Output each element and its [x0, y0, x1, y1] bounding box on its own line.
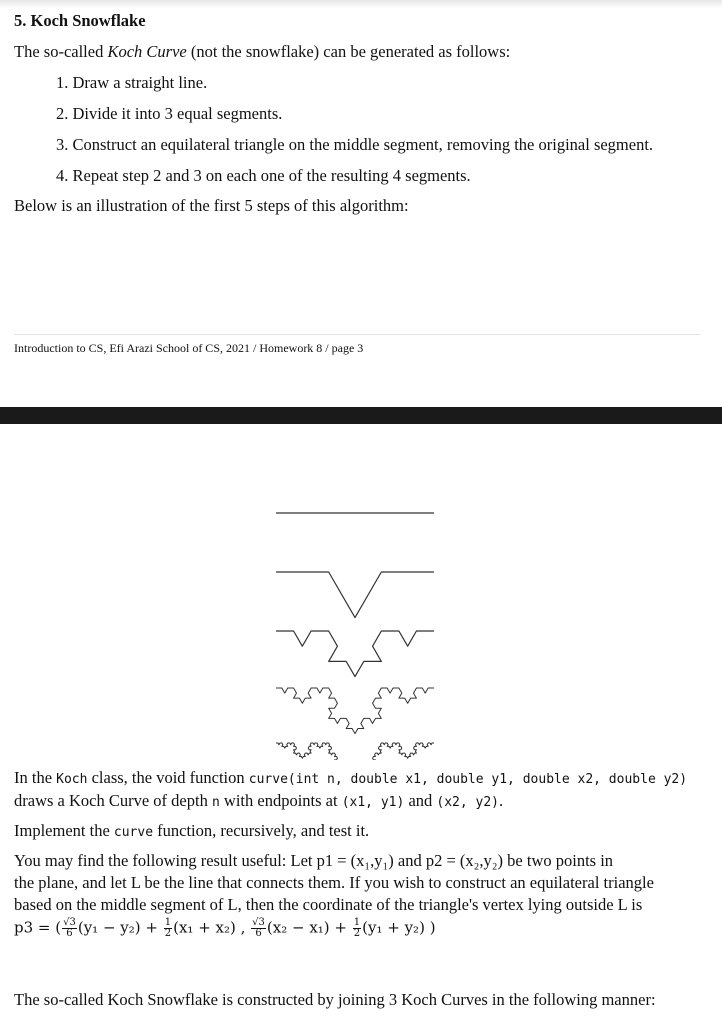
top-shade [0, 0, 722, 8]
page-footer: Introduction to CS, Efi Arazi School of CS, 2021 / Homework 8 / page 3 [14, 341, 364, 355]
koch-curve-depth-4 [276, 743, 434, 760]
koch-curve-depth-1 [276, 572, 434, 618]
koch-curve-depth-3 [276, 688, 434, 734]
useful-paragraph-line3: based on the middle segment of L, then the coordinate of the triangle's vertex lying outside L is [14, 895, 643, 914]
fraction-sqrt3-over-6: $\frac{√3}{6}$ [63, 917, 76, 939]
code-function-name: curve [113, 825, 154, 840]
code-class-name: Koch [56, 772, 88, 787]
vertex-formula: p3 = ( $\frac{√3}{6}$ (y₁ − y₂) + $\frac{1}{2}$ (x₁ + x₂) , $\frac{√3}{6}$ (x₂ − x₁) + $\frac{1}{2}$ (y₁ + y₂) ) [14, 917, 436, 939]
fraction-one-half: $\frac{1}{2}$ [353, 917, 361, 939]
snowflake-paragraph: The so-called Koch Snowflake is constructed by joining 3 Koch Curves in the following manner: [14, 990, 656, 1009]
curve-paragraph-line1: In the Koch class, the void function curve(int n, double x1, double y1, double x2, double y2) [14, 768, 688, 787]
step-item: 4. Repeat step 2 and 3 on each one of the resulting 4 segments. [56, 166, 471, 185]
code-point1: (x1, y1) [341, 795, 405, 810]
code-signature: curve(int n, double x1, double y1, double x2, double y2) [248, 772, 688, 787]
fraction-sqrt3-over-6: $\frac{√3}{6}$ [252, 917, 265, 939]
code-point2: (x2, y2) [436, 795, 500, 810]
implement-paragraph: Implement the curve function, recursively, and test it. [14, 821, 370, 840]
code-depth: n [211, 795, 220, 810]
koch-curve-depth-2 [276, 631, 434, 677]
page-divider [14, 334, 700, 335]
intro-text-before: The so-called [14, 42, 108, 61]
useful-paragraph-line1: You may find the following result useful: Let p1 = (x₁,y₁) and p2 = (x₂,y₂) be two points in [14, 851, 614, 870]
section-title: 5. Koch Snowflake [14, 11, 146, 30]
intro-text-after: (not the snowflake) can be generated as follows: [186, 42, 511, 61]
curve-paragraph-line2: draws a Koch Curve of depth n with endpoints at (x1, y1) and (x2, y2). [14, 791, 504, 810]
koch-curve-figure [270, 500, 442, 760]
step-item: 1. Draw a straight line. [56, 73, 208, 92]
intro-paragraph [14, 42, 510, 62]
page-break-bar [0, 407, 722, 424]
illustration-caption: Below is an illustration of the first 5 steps of this algorithm: [14, 196, 409, 215]
step-item: 3. Construct an equilateral triangle on the middle segment, removing the original segment. [56, 135, 654, 154]
step-item: 2. Divide it into 3 equal segments. [56, 104, 283, 123]
useful-paragraph-line2: the plane, and let L be the line that connects them. If you wish to construct an equilateral triangle [14, 873, 654, 892]
intro-term: Koch Curve [107, 42, 187, 61]
fraction-one-half: $\frac{1}{2}$ [164, 917, 172, 939]
